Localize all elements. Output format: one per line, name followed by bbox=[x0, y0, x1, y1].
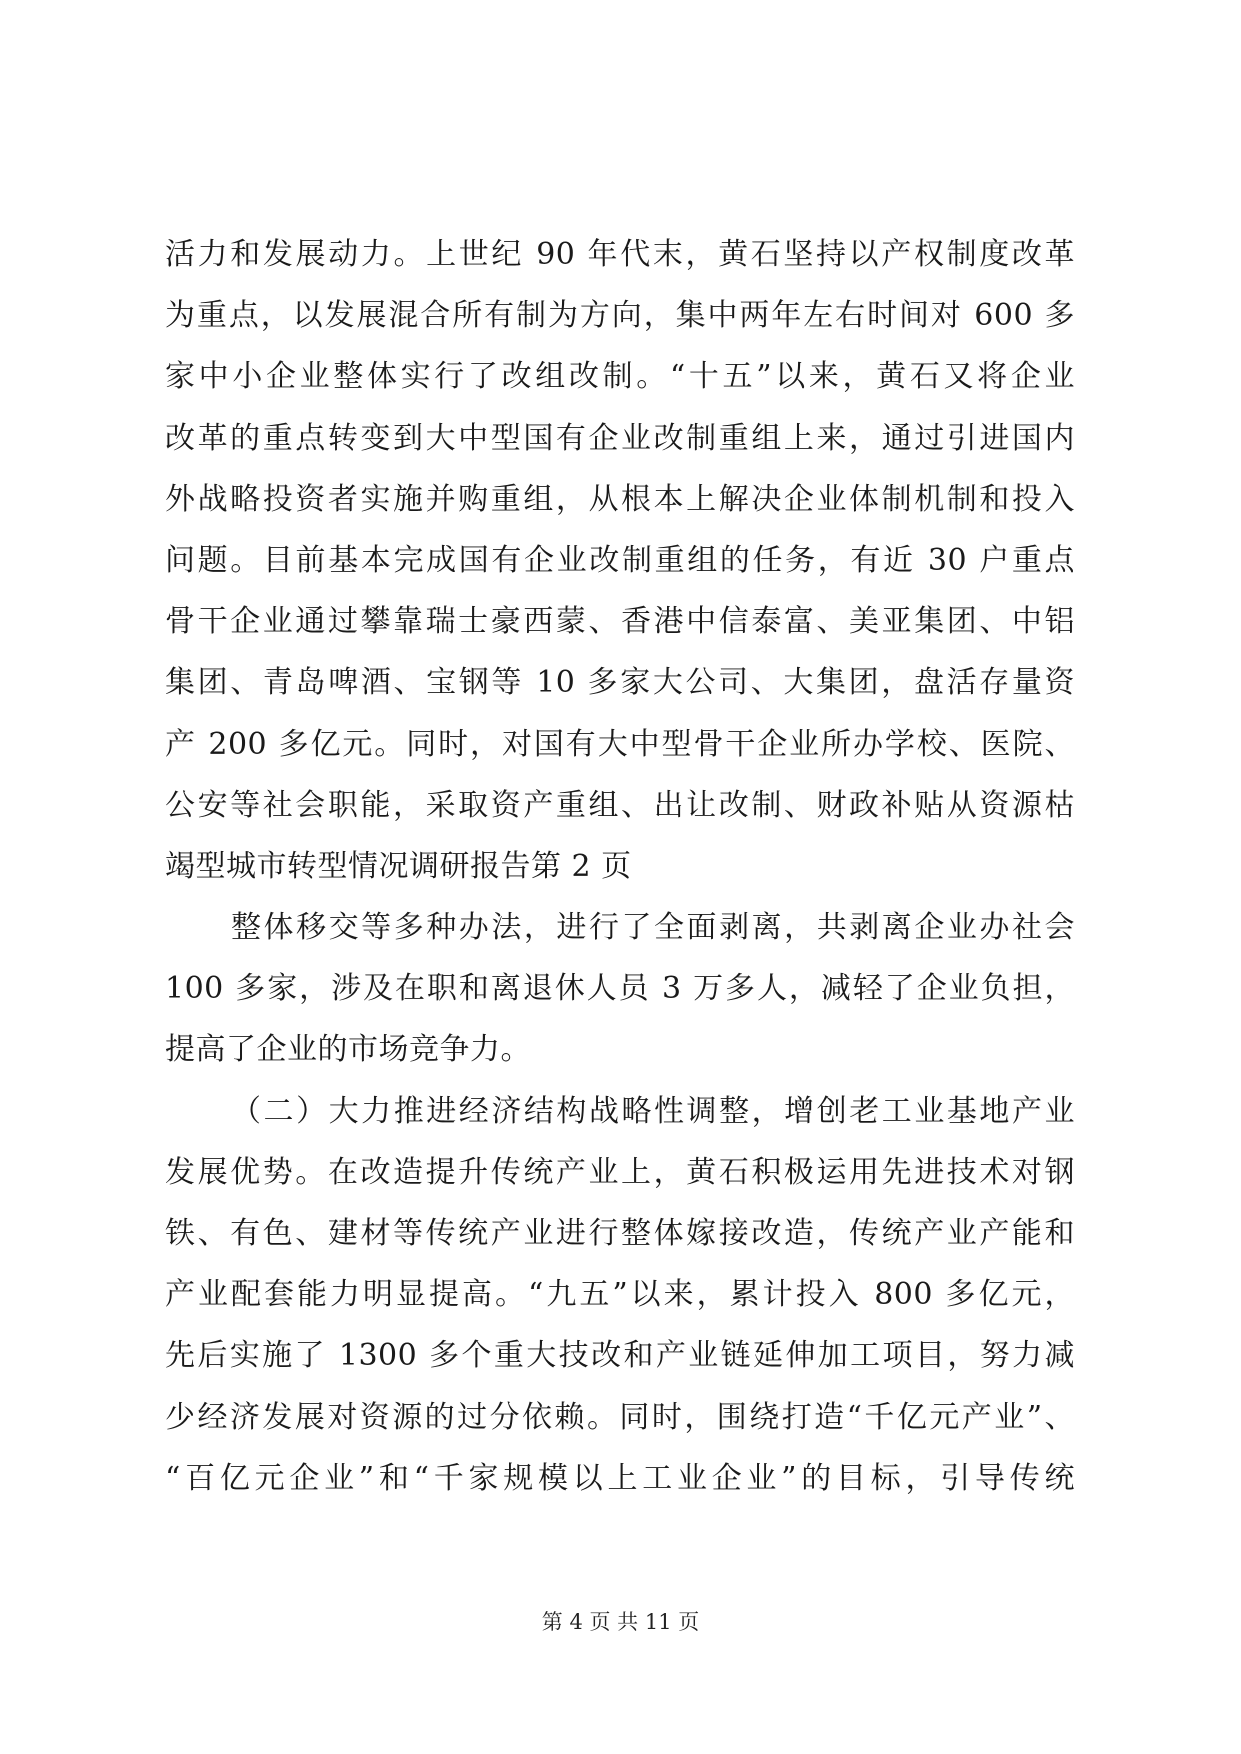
text-line: 骨干企业通过攀靠瑞士豪西蒙、香港中信泰富、美亚集团、中铝 bbox=[165, 604, 1075, 640]
text-line: 少经济发展对资源的过分依赖。同时，围绕打造“千亿元产业”、 bbox=[165, 1399, 1075, 1435]
text-line: 铁、有色、建材等传统产业进行整体嫁接改造，传统产业产能和 bbox=[165, 1216, 1075, 1251]
section-heading-line: （二）大力推进经济结构战略性调整，增创老工业基地产业 bbox=[231, 1093, 1075, 1129]
text-line: 改革的重点转变到大中型国有企业改制重组上来，通过引进国内 bbox=[165, 420, 1075, 456]
text-line: 活力和发展动力。上世纪 90 年代末，黄石坚持以产权制度改革 bbox=[165, 237, 1075, 272]
text-line: 集团、青岛啤酒、宝钢等 10 多家大公司、大集团，盘活存量资 bbox=[165, 665, 1075, 701]
text-line: 竭型城市转型情况调研报告第 2 页 bbox=[165, 848, 632, 884]
text-line: 先后实施了 1300 多个重大技改和产业链延伸加工项目，努力减 bbox=[165, 1338, 1075, 1374]
text-line: 外战略投资者实施并购重组，从根本上解决企业体制机制和投入 bbox=[165, 481, 1075, 517]
text-line: 公安等社会职能，采取资产重组、出让改制、财政补贴从资源枯 bbox=[165, 787, 1075, 823]
text-line: 产业配套能力明显提高。“九五”以来，累计投入 800 多亿元， bbox=[165, 1277, 1075, 1313]
page-footer: 第 4 页 共 11 页 bbox=[541, 1610, 700, 1634]
text-line: 提高了企业的市场竞争力。 bbox=[165, 1032, 531, 1068]
text-line: 100 多家，涉及在职和离退休人员 3 万多人，减轻了企业负担， bbox=[165, 971, 1075, 1007]
text-line: 发展优势。在改造提升传统产业上，黄石积极运用先进技术对钢 bbox=[165, 1154, 1075, 1190]
text-line: 为重点，以发展混合所有制为方向，集中两年左右时间对 600 多 bbox=[165, 298, 1075, 334]
text-line: 问题。目前基本完成国有企业改制重组的任务，有近 30 户重点 bbox=[165, 542, 1075, 578]
text-line: 家中小企业整体实行了改组改制。“十五”以来，黄石又将企业 bbox=[165, 359, 1075, 395]
text-line: 产 200 多亿元。同时，对国有大中型骨干企业所办学校、医院、 bbox=[165, 726, 1075, 762]
text-line: “百亿元企业”和“千家规模以上工业企业”的目标，引导传统 bbox=[165, 1460, 1075, 1496]
body-text bbox=[165, 224, 1075, 1509]
text-line: 整体移交等多种办法，进行了全面剥离，共剥离企业办社会 bbox=[231, 910, 1075, 946]
